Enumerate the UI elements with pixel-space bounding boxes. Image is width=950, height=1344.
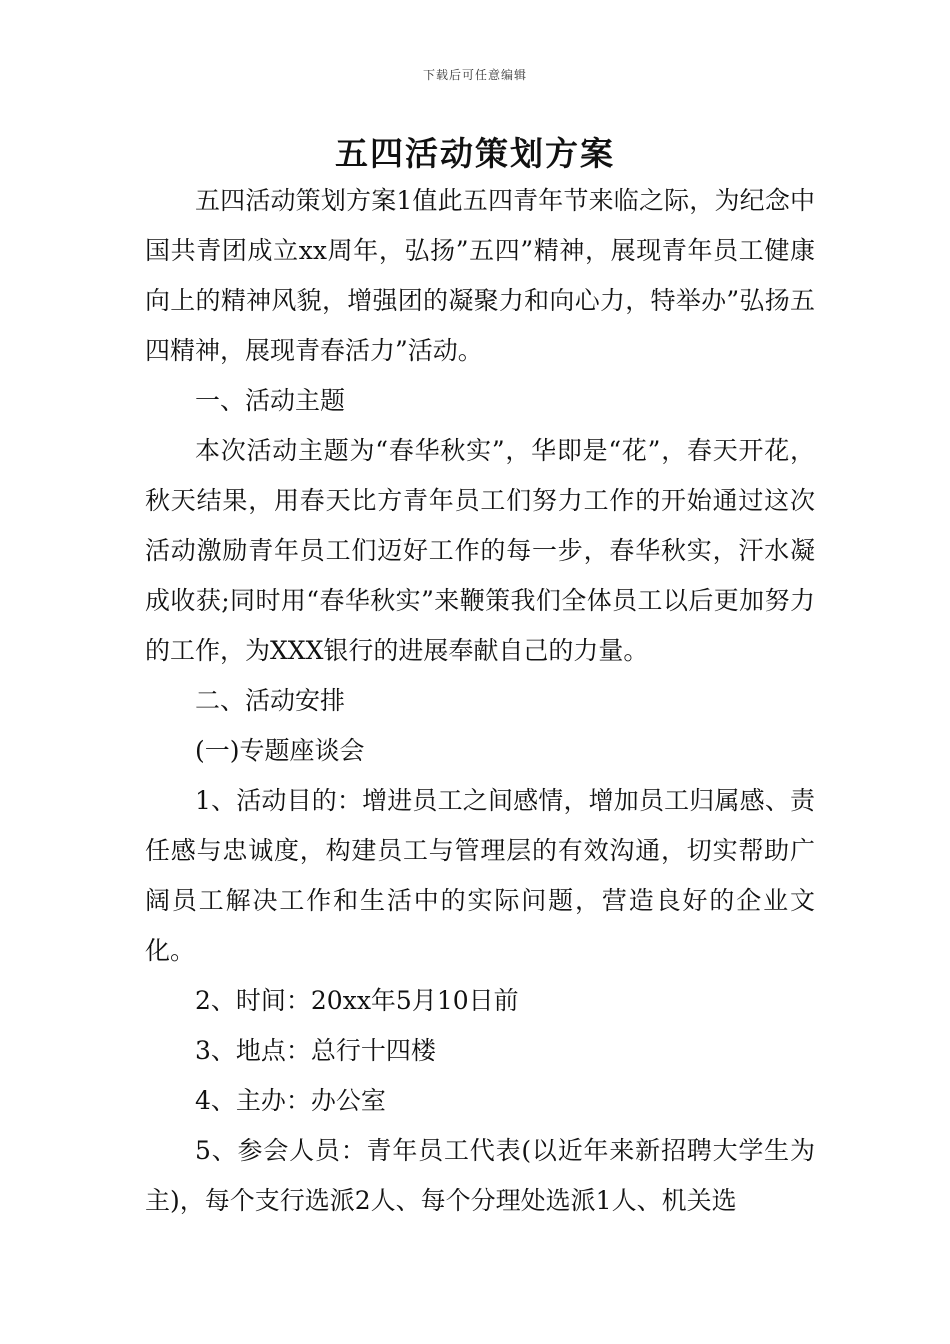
list-item-attendees: 5、参会人员：青年员工代表(以近年来新招聘大学生为主)，每个支行选派2人、每个分理处选派1人、机关选 bbox=[145, 1136, 815, 1215]
list-item-purpose: 1、活动目的：增进员工之间感情，增加员工归属感、责任感与忠诚度，构建员工与管理层的有效沟通，切实帮助广阔员工解决工作和生活中的实际问题，营造良好的企业文化。 bbox=[145, 786, 815, 965]
subsection-heading-symposium: (一)专题座谈会 bbox=[195, 736, 365, 765]
document-title: 五四活动策划方案 bbox=[335, 134, 615, 173]
paragraph-intro: 五四活动策划方案1值此五四青年节来临之际，为纪念中国共青团成立xx周年，弘扬”五四”精神，展现青年员工健康向上的精神风貌，增强团的凝聚力和向心力，特举办”弘扬五四精神，展现青春活力”活动。 bbox=[145, 186, 815, 365]
list-item-location: 3、地点：总行十四楼 bbox=[195, 1036, 436, 1065]
list-item-organizer: 4、主办：办公室 bbox=[195, 1086, 386, 1115]
header-note: 下载后可任意编辑 bbox=[422, 68, 527, 82]
section-heading-arrangement: 二、活动安排 bbox=[195, 686, 346, 715]
list-item-time: 2、时间：20xx年5月10日前 bbox=[195, 986, 519, 1015]
document-body bbox=[145, 176, 815, 1226]
section-heading-theme: 一、活动主题 bbox=[195, 386, 346, 415]
paragraph-theme: 本次活动主题为“春华秋实”，华即是“花”，春天开花，秋天结果，用春天比方青年员工们努力工作的开始通过这次活动激励青年员工们迈好工作的每一步，春华秋实，汗水凝成收获;同时用“春华秋实”来鞭策我们全体员工以后更加努力的工作，为XXX银行的进展奉献自己的力量。 bbox=[145, 436, 815, 665]
